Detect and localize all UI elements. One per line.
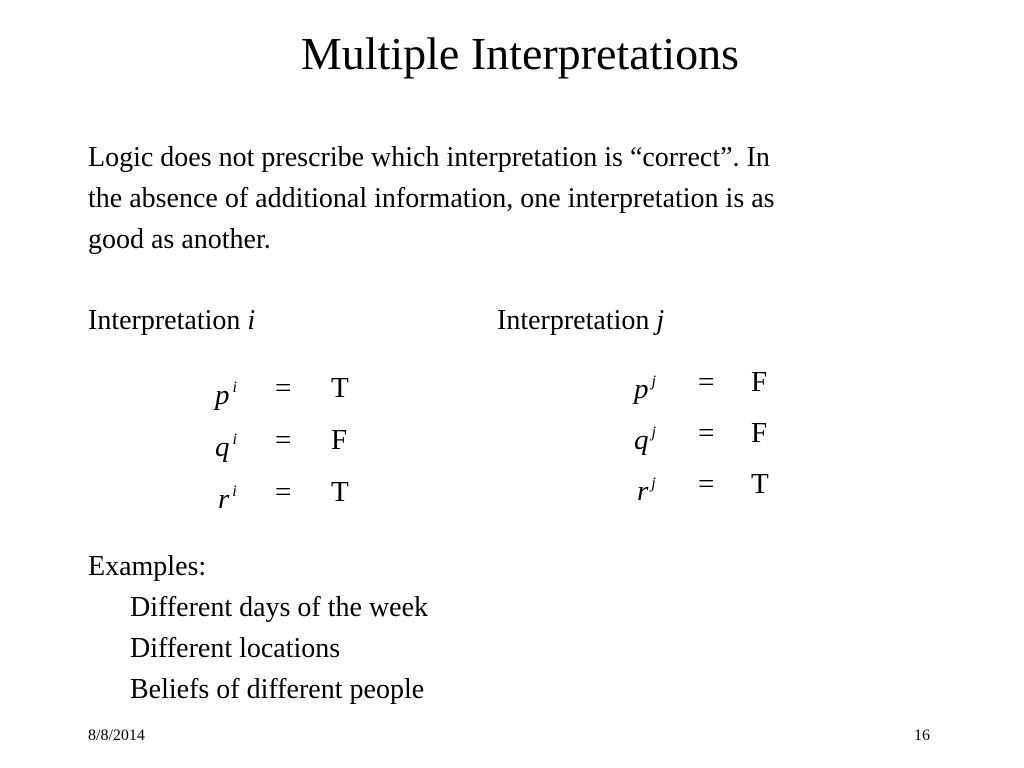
equals-sign: = [698, 468, 715, 500]
truth-value: F [751, 417, 768, 449]
assignment-row [634, 415, 656, 458]
truth-value: F [751, 366, 768, 398]
assignment-row [215, 422, 237, 465]
intro-line: the absence of additional information, one interpretation is as [88, 183, 775, 214]
footer-date: 8/8/2014 [88, 727, 145, 744]
truth-value: T [331, 476, 349, 508]
intro-line: good as another. [88, 224, 271, 255]
variable-r: r $^j$ [637, 475, 656, 507]
interpretation-j-label-text: Interpretation [497, 305, 657, 336]
interpretation-j-label-var: j [656, 305, 665, 336]
assignment-row [218, 474, 237, 517]
truth-value: T [331, 372, 349, 404]
equals-sign: = [275, 424, 292, 456]
interpretation-j-label [497, 303, 664, 339]
interpretation-i-label-var: i [247, 305, 256, 336]
intro-line: Logic does not prescribe which interpretation is “correct”. In [88, 142, 770, 173]
examples-section [88, 546, 428, 710]
variable-q: q $^j$ [634, 424, 656, 456]
footer-page-number: 16 [914, 727, 930, 744]
interpretation-i-label-text: Interpretation [88, 305, 248, 336]
assignment-row [215, 370, 237, 413]
slide-title: Multiple Interpretations [300, 28, 740, 79]
variable-q: q $^i$ [215, 431, 237, 463]
assignment-row [637, 466, 656, 509]
examples-heading: Examples: [88, 551, 207, 582]
example-item: Different locations [130, 633, 341, 664]
truth-value: T [751, 468, 769, 500]
intro-paragraph [88, 137, 948, 260]
equals-sign: = [698, 417, 715, 449]
example-item: Beliefs of different people [130, 674, 425, 705]
variable-r: r $^i$ [218, 483, 237, 515]
assignment-row [634, 364, 656, 407]
equals-sign: = [275, 476, 292, 508]
variable-p: p $^j$ [634, 373, 656, 405]
equals-sign: = [698, 366, 715, 398]
example-item: Different days of the week [130, 592, 429, 623]
interpretation-i-label [88, 303, 255, 339]
equals-sign: = [275, 372, 292, 404]
variable-p: p $^i$ [215, 379, 237, 411]
truth-value: F [331, 424, 348, 456]
